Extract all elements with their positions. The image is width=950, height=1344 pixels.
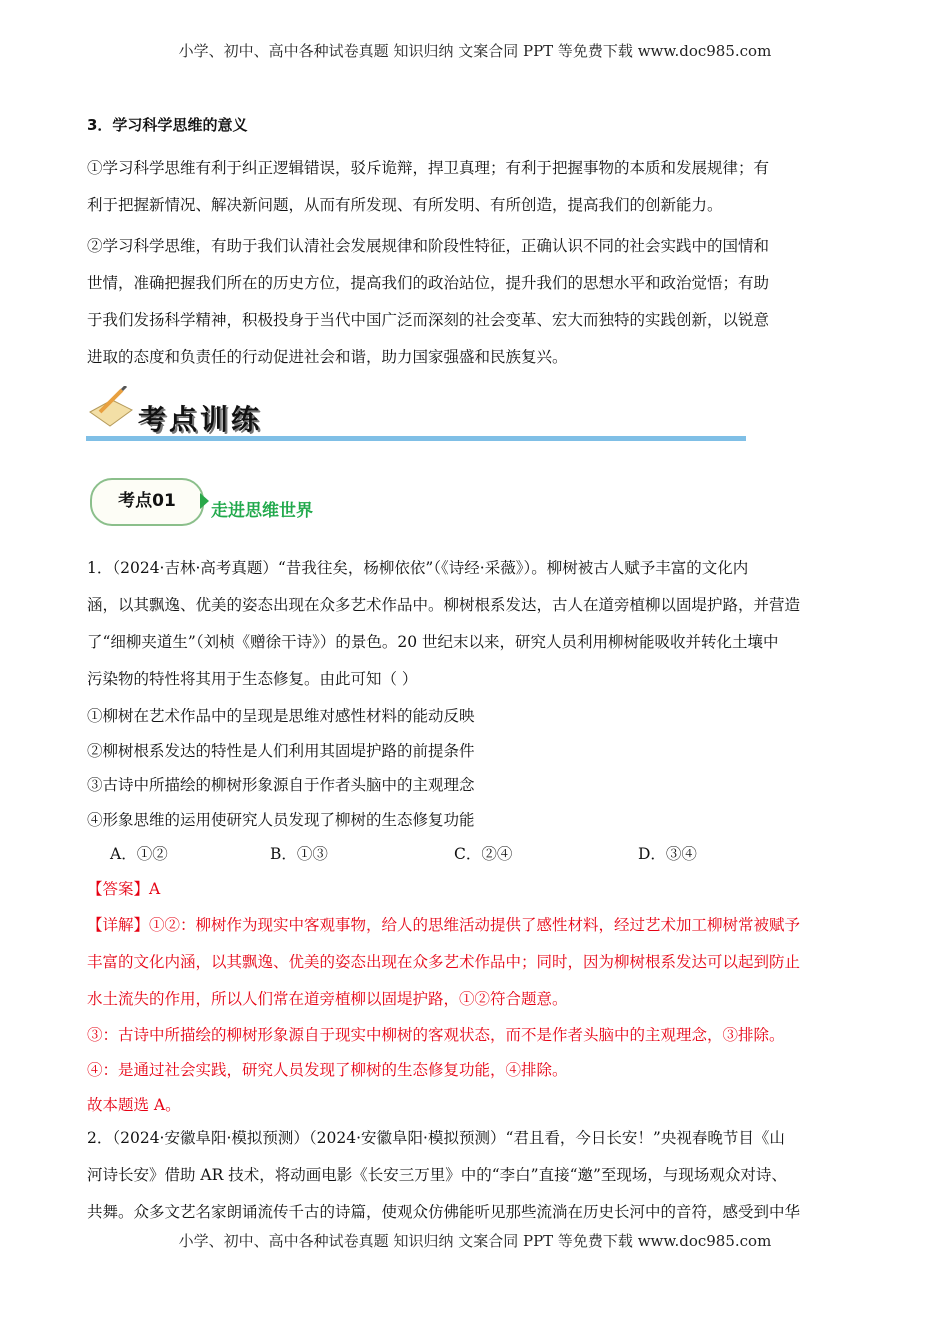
- answer-explanation: [87, 872, 867, 1123]
- text-line: 进取的态度和负责任的行动促进社会和谐，助力国家强盛和民族复兴。: [87, 348, 568, 366]
- text-line: ②学习科学思维，有助于我们认清社会发展规律和阶段性特征，正确认识不同的社会实践中的国情和: [87, 237, 770, 255]
- text-line: 污染物的特性将其用于生态修复。由此可知（ ）: [87, 670, 418, 688]
- text-line: 利于把握新情况、解决新问题，从而有所发现、有所发明、有所创造，提高我们的创新能力。: [87, 196, 723, 214]
- text-line: 涵，以其飘逸、优美的姿态出现在众多艺术作品中。柳树根系发达，古人在道旁植柳以固堤护路，并营造: [87, 596, 801, 614]
- text-line: 1．（2024·吉林·高考真题）“昔我往矣，杨柳依依”（《诗经·采薇》）。柳树被古人赋予丰富的文化内: [87, 559, 749, 577]
- text-line: ③：古诗中所描绘的柳树形象源自于现实中柳树的客观状态，而不是作者头脑中的主观理念，③排除。: [87, 1026, 785, 1044]
- paragraph-2: [87, 228, 867, 376]
- section-title: 3．学习科学思维的意义: [87, 116, 248, 134]
- page-footer: 小学、初中、高中各种试卷真题 知识归纳 文案合同 PPT 等免费下载 www.doc985.com: [0, 1230, 950, 1251]
- text-line: 【详解】①②：柳树作为现实中客观事物，给人的思维活动提供了感性材料，经过艺术加工柳树常被赋予: [87, 916, 801, 934]
- text-line: 世情，准确把握我们所在的历史方位，提高我们的政治站位，提升我们的思想水平和政治觉悟；有助: [87, 274, 770, 292]
- statement: ①柳树在艺术作品中的呈现是思维对感性材料的能动反映: [87, 707, 475, 725]
- section-banner: [86, 386, 263, 436]
- text-line: 共舞。众多文艺名家朗诵流传千古的诗篇，使观众仿佛能听见那些流淌在历史长河中的音符，感受到中华: [87, 1203, 801, 1221]
- option-c: C．②④: [454, 845, 513, 863]
- paragraph-1: [87, 150, 867, 224]
- topic-tag: 考点01: [90, 478, 204, 526]
- topic-title: 走进思维世界: [211, 501, 313, 521]
- text-line: 水土流失的作用，所以人们常在道旁植柳以固堤护路，①②符合题意。: [87, 990, 568, 1008]
- text-line: 河诗长安》借助 AR 技术，将动画电影《长安三万里》中的“李白”直接“邀”至现场，与现场观众对诗、: [87, 1166, 787, 1184]
- question-1-items: [87, 699, 867, 837]
- statement: ④形象思维的运用使研究人员发现了柳树的生态修复功能: [87, 810, 475, 829]
- option-a: A．①②: [110, 845, 168, 863]
- question-2-stem: [87, 1120, 867, 1231]
- statement: ③古诗中所描绘的柳树形象源自于作者头脑中的主观理念: [87, 776, 475, 794]
- banner-title: 考点训练: [138, 403, 263, 436]
- text-line: ④：是通过社会实践，研究人员发现了柳树的生态修复功能，④排除。: [87, 1061, 568, 1079]
- option-b: B．①③: [270, 845, 328, 863]
- option-d: D．③④: [638, 845, 697, 863]
- text-line: ①学习科学思维有利于纠正逻辑错误，驳斥诡辩，捍卫真理；有利于把握事物的本质和发展规律；有: [87, 159, 770, 177]
- text-line: 丰富的文化内涵，以其飘逸、优美的姿态出现在众多艺术作品中；同时，因为柳树根系发达可以起到防止: [87, 953, 801, 971]
- text-line: 于我们发扬科学精神，积极投身于当代中国广泛而深刻的社会变革、宏大而独特的实践创新，以锐意: [87, 311, 770, 329]
- banner-divider: [86, 436, 746, 441]
- arrow-icon: [200, 493, 209, 509]
- answer: 【答案】A: [87, 880, 161, 898]
- page-header: 小学、初中、高中各种试卷真题 知识归纳 文案合同 PPT 等免费下载 www.doc985.com: [178, 42, 772, 60]
- question-1-stem: [87, 550, 867, 698]
- book-pencil-icon: [86, 386, 136, 432]
- text-line: 故本题选 A。: [87, 1096, 181, 1114]
- text-line: 了“细柳夹道生”（刘桢《赠徐干诗》）的景色。20 世纪末以来，研究人员利用柳树能吸收并转化土壤中: [87, 633, 779, 651]
- statement: ②柳树根系发达的特性是人们利用其固堤护路的前提条件: [87, 741, 475, 760]
- text-line: 2．（2024·安徽阜阳·模拟预测）（2024·安徽阜阳·模拟预测）“君且看，今日长安！”央视春晚节目《山: [87, 1129, 785, 1147]
